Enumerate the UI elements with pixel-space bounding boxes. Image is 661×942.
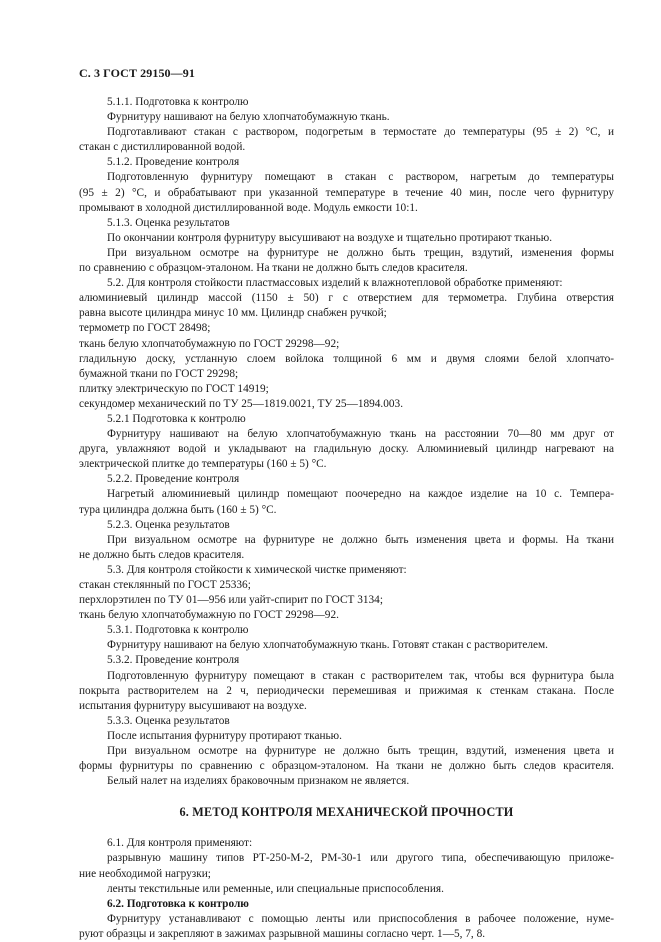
section-title: 6. МЕТОД КОНТРОЛЯ МЕХАНИЧЕСКОЙ ПРОЧНОСТИ <box>179 805 514 820</box>
text-line: ленты текстильные или ременные, или специальные приспособления. <box>107 882 444 895</box>
text-line: 5.3.2. Проведение контроля <box>107 654 240 667</box>
text-line: равна высоте цилиндра минус 10 мм. Цилиндр снабжен ручкой; <box>79 307 387 320</box>
text-line: Нагретый алюминиевый цилиндр помещают поочередно на каждое изделие на 10 с. Темпера- <box>107 488 614 501</box>
text-line: 5.1.2. Проведение контроля <box>107 156 240 169</box>
text-line: ткань белую хлопчатобумажную по ГОСТ 29298—92; <box>79 337 340 350</box>
text-line: друга, увлажняют водой и укладывают на гладильную доску. Алюминиевый цилиндр нагревают на <box>79 443 614 456</box>
text-line: По окончании контроля фурнитуру высушивают на воздухе и тщательно протирают тканью. <box>107 231 553 244</box>
text-line: 5.1.3. Оценка результатов <box>107 216 230 229</box>
page-header: С. 3 ГОСТ 29150—91 <box>79 66 195 80</box>
text-line: руют образцы и закрепляют в зажимах разрывной машины согласно черт. 1—5, 7, 8. <box>79 927 486 940</box>
text-line: гладильную доску, устланную слоем войлока толщиной 6 мм и двумя слоями белой хлопчато- <box>79 352 614 365</box>
text-line: 5.3. Для контроля стойкости к химической чистке применяют: <box>107 563 407 576</box>
text-line: разрывную машину типов РТ-250-М-2, РМ-30-1 или другого типа, обеспечивающую приложе- <box>107 852 614 865</box>
text-line: секундомер механический по ТУ 25—1819.0021, ТУ 25—1894.003. <box>79 397 404 410</box>
text-line: ткань белую хлопчатобумажную по ГОСТ 29298—92. <box>79 609 339 622</box>
text-line: плитку электрическую по ГОСТ 14919; <box>79 382 269 395</box>
text-line: Фурнитуру нашивают на белую хлопчатобумажную ткань на расстоянии 70—80 мм друг от <box>107 428 614 441</box>
text-line: испытания фурнитуру высушивают на воздухе. <box>79 699 307 712</box>
text-line: перхлорэтилен по ТУ 01—956 или уайт-спирит по ГОСТ 3134; <box>79 594 383 607</box>
text-line: 5.3.1. Подготовка к контролю <box>107 624 249 637</box>
text-line: При визуальном осмотре на фурнитуре не должно быть трещин, вздутий, изменения формы <box>107 246 614 259</box>
text-line: 5.1.1. Подготовка к контролю <box>107 96 249 108</box>
text-line: 6.2. Подготовка к контролю <box>107 897 249 910</box>
text-line: ние необходимой нагрузки; <box>79 867 211 880</box>
text-line: 6.1. Для контроля применяют: <box>107 837 253 850</box>
text-line: алюминиевый цилиндр массой (1150 ± 50) г с отверстием для термометра. Глубина отверстия <box>79 292 614 305</box>
text-line: 5.2. Для контроля стойкости пластмассовых изделий к влажнотепловой обработке применяют: <box>107 277 563 290</box>
text-line: 5.3.3. Оценка результатов <box>107 714 230 727</box>
text-line: (95 ± 2) °С, и обрабатывают при указанной температуре в течение 40 мин, после чего фурнитуру <box>79 186 614 199</box>
text-line: формы фурнитуры по сравнению с образцом-эталоном. На ткани не должно быть следов красителя. <box>79 760 614 773</box>
text-line: 5.2.2. Проведение контроля <box>107 473 240 486</box>
text-line: не должно быть следов красителя. <box>79 548 245 561</box>
text-line: 5.2.3. Оценка результатов <box>107 518 230 531</box>
text-line: покрыта растворителем на 2 ч, периодически перемешивая и прижимая к стенкам стакана. После <box>79 684 614 697</box>
text-line: Подготавливают стакан с раствором, подогретым в термостате до температуры (95 ± 2) °С, и <box>107 126 614 139</box>
text-line: После испытания фурнитуру протирают тканью. <box>107 729 342 742</box>
text-line: термометр по ГОСТ 28498; <box>79 322 211 335</box>
text-line: тура цилиндра должна быть (160 ± 5) °С. <box>79 503 277 516</box>
text-line: При визуальном осмотре на фурнитуре не должно быть изменения цвета и формы. На ткани <box>107 533 614 546</box>
section-5-text <box>79 95 614 789</box>
text-line: промывают в холодной дистиллированной воде. Модуль емкости 10:1. <box>79 201 418 214</box>
section-6-text <box>79 836 614 942</box>
text-line: стакан с дистиллированной водой. <box>79 141 246 154</box>
text-line: 5.2.1 Подготовка к контролю <box>107 412 246 425</box>
text-line: стакан стеклянный по ГОСТ 25336; <box>79 579 251 591</box>
text-line: по сравнению с образцом-эталоном. На ткани не должно быть следов красителя. <box>79 262 468 275</box>
text-line: Подготовленную фурнитуру помещают в стакан с раствором, нагретым до температуры <box>107 171 614 184</box>
text-line: Фурнитуру нашивают на белую хлопчатобумажную ткань. Готовят стакан с растворителем. <box>107 639 548 652</box>
text-line: Фурнитуру нашивают на белую хлопчатобумажную ткань. <box>107 111 390 124</box>
text-line: Подготовленную фурнитуру помещают в стакан с растворителем так, чтобы вся фурнитура была <box>107 669 614 682</box>
text-line: электрической плитке до температуры (160 ± 5) °С. <box>79 458 327 471</box>
text-line: При визуальном осмотре на фурнитуре не должно быть трещин, вздутий, изменения цвета и <box>107 745 614 758</box>
text-line: бумажной ткани по ГОСТ 29298; <box>79 367 239 380</box>
text-line: Фурнитуру устанавливают с помощью ленты или приспособления в рабочее положение, нуме- <box>107 912 614 925</box>
document-body <box>79 95 614 942</box>
text-line: Белый налет на изделиях браковочным признаком не является. <box>107 775 410 788</box>
